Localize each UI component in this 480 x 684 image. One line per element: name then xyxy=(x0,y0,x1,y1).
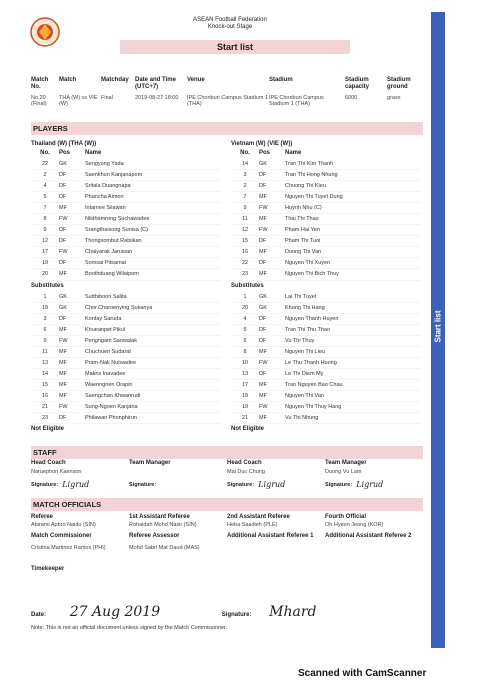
player-number: 2 xyxy=(43,172,47,179)
player-row xyxy=(31,380,221,391)
player-name: Nguyen Thi Lieu xyxy=(285,348,325,355)
staff-header: Head Coach xyxy=(31,460,66,466)
match-value-cell: IPE Chonburi Campus Stadium 1 (THA) xyxy=(269,95,324,107)
org-name: ASEAN Football Federation xyxy=(193,17,267,23)
player-row xyxy=(31,303,221,314)
player-number: 11 xyxy=(42,348,48,355)
player-row xyxy=(31,269,221,280)
match-header-row xyxy=(31,77,421,91)
player-position: GK xyxy=(259,161,267,167)
player-name: Tran Thi Hong Nhung xyxy=(285,172,338,179)
player-position: DF xyxy=(59,194,67,201)
player-number: 3 xyxy=(243,172,247,179)
player-number: 22 xyxy=(241,260,249,267)
handwritten-signature: Ligrud xyxy=(62,480,90,489)
player-position: GK xyxy=(59,293,67,300)
player-position: FW xyxy=(59,403,68,410)
player-position: MF xyxy=(259,216,267,223)
player-row xyxy=(31,402,221,413)
player-name: Tran Nguyen Bao Chau xyxy=(285,381,343,388)
player-position: MF xyxy=(59,326,67,333)
officials-header-row xyxy=(31,533,423,539)
player-number: 7 xyxy=(43,205,47,212)
player-position: FW xyxy=(59,216,68,223)
player-position: DF xyxy=(259,172,267,179)
handwritten-date: 27 Aug 2019 xyxy=(69,604,161,620)
player-name: Huynh Nhu (C) xyxy=(285,205,322,212)
player-position: DF xyxy=(59,315,67,322)
player-number: 3 xyxy=(43,315,47,322)
match-header-cell: Match No. xyxy=(31,77,49,90)
player-name: Nguyen Thi Van xyxy=(285,392,324,399)
player-name: Lai Thi Tuyet xyxy=(285,293,317,300)
player-number: 15 xyxy=(241,238,249,245)
player-name: Saenkhun Kanjanapom xyxy=(85,172,143,179)
player-position: MF xyxy=(59,359,67,366)
player-name: Sengyong Yada xyxy=(85,161,124,167)
player-row xyxy=(31,247,221,258)
player-number: 15 xyxy=(41,381,49,388)
match-value-cell: 2019-08-27 18:00 xyxy=(135,95,179,101)
player-number: 4 xyxy=(43,183,47,190)
player-row xyxy=(31,391,221,402)
match-header-cell: Matchday xyxy=(101,77,129,83)
player-row xyxy=(31,170,221,181)
official-role: 1st Assistant Referee xyxy=(129,514,190,520)
player-position: DF xyxy=(259,337,267,344)
official-name: Mohd Sabri Mat Daud (MAS) xyxy=(129,545,200,551)
player-position: DF xyxy=(59,183,67,190)
date-label: Date: xyxy=(31,612,47,618)
match-info-table xyxy=(31,77,421,107)
player-name: Boothduang Wilaiporn xyxy=(85,271,140,278)
footer-note: Note: This is not an official document unless signed by the Match Commissioner. xyxy=(31,625,228,631)
player-name: Khueanpet Pikul xyxy=(85,326,126,333)
roster-header xyxy=(231,150,421,159)
player-position: MF xyxy=(259,271,267,278)
player-row xyxy=(31,369,221,380)
player-row xyxy=(31,236,221,247)
page-title: Start list xyxy=(120,40,350,54)
player-row xyxy=(231,170,421,181)
player-position: GK xyxy=(59,304,67,311)
official-role: Match Commissioner xyxy=(31,533,92,539)
timekeeper-label: Timekeeper xyxy=(31,566,65,572)
player-number: 23 xyxy=(241,271,249,278)
player-row xyxy=(231,402,421,413)
player-position: DF xyxy=(259,315,267,322)
player-position: MF xyxy=(259,348,267,355)
match-header-cell: Stadium capacity xyxy=(345,77,370,90)
commissioner-signature: Mhard xyxy=(269,604,317,620)
player-number: 20 xyxy=(41,271,49,278)
col-name: Name xyxy=(285,150,302,156)
player-row xyxy=(31,292,221,303)
player-name: Pram-Nak Nutwadee xyxy=(85,359,137,366)
signature-cell xyxy=(325,480,423,489)
match-value-cell: Final xyxy=(101,95,113,101)
staff-block xyxy=(31,460,423,489)
stage-name: Knock-out Stage xyxy=(207,24,253,30)
official-role: 2nd Assistant Referee xyxy=(227,514,290,520)
match-value-cell: No.20 (Final) xyxy=(31,95,47,107)
official-name: Abirami Apbro Naidu (SIN) xyxy=(31,522,96,528)
player-row xyxy=(231,214,421,225)
sidebar-strip xyxy=(431,12,445,648)
player-name: Sritala Duangnapa xyxy=(85,183,131,190)
player-name: Le Thi Diem My xyxy=(285,370,324,377)
player-name: Konfay Saruda xyxy=(85,315,122,322)
match-value-cell: IPE Chonburi Campus Stadium 1 (THA) xyxy=(187,95,269,107)
player-number: 9 xyxy=(43,337,47,344)
player-position: MF xyxy=(59,205,67,212)
player-position: MF xyxy=(259,415,267,422)
player-name: Phancha Aimon xyxy=(85,194,124,201)
match-header-cell: Stadium xyxy=(269,77,293,83)
player-row xyxy=(31,192,221,203)
player-number: 19 xyxy=(241,403,249,410)
match-header-cell: Venue xyxy=(187,77,205,83)
player-position: FW xyxy=(259,359,268,366)
player-name: Makris Inavadee xyxy=(85,370,126,377)
player-row xyxy=(231,203,421,214)
player-name: Intamee Silawan xyxy=(85,205,126,212)
subs-list xyxy=(231,292,421,425)
team-name: Thailand (W) (THA (W)) xyxy=(31,141,97,147)
player-number: 18 xyxy=(41,304,49,311)
staff-value: Duong Vu Lam xyxy=(325,469,362,475)
player-row xyxy=(231,247,421,258)
aff-logo-icon xyxy=(30,15,60,49)
player-position: MF xyxy=(59,392,67,399)
staff-header-row xyxy=(31,460,423,466)
player-number: 11 xyxy=(242,216,248,223)
staff-header: Head Coach xyxy=(227,460,262,466)
player-number: 6 xyxy=(43,326,47,333)
player-name: Vu Thi Nhung xyxy=(285,415,319,422)
player-position: DF xyxy=(59,415,67,422)
player-row xyxy=(231,325,421,336)
signature-label: Signature: xyxy=(227,481,255,488)
player-name: Saengchan Khwanrudi xyxy=(85,392,141,399)
player-row xyxy=(231,303,421,314)
player-number: 19 xyxy=(41,260,49,267)
staff-value: Mai Duc Chung xyxy=(227,469,265,475)
official-role: Additional Assistant Referee 1 xyxy=(227,533,314,539)
player-position: FW xyxy=(259,205,268,212)
thailand-roster xyxy=(31,141,221,434)
handwritten-signature: Ligrud xyxy=(258,480,286,489)
player-name: Khong Thi Hang xyxy=(285,304,325,311)
player-position: MF xyxy=(259,249,267,256)
match-value-cell: THA (W) vs VIE (W) xyxy=(59,95,98,107)
player-name: Nguyen Thi Thuy Hang xyxy=(285,403,342,410)
player-name: Sutthiboon Salita xyxy=(85,293,127,300)
player-position: FW xyxy=(59,249,68,256)
signature-label: Signature: xyxy=(129,481,157,488)
staff-signature-row xyxy=(31,480,423,489)
signature-label: Signature: xyxy=(221,612,252,618)
player-row xyxy=(31,203,221,214)
not-eligible-label: Not Eligible xyxy=(231,426,264,433)
signature-cell xyxy=(31,480,129,489)
player-number: 17 xyxy=(241,381,249,388)
player-row xyxy=(231,358,421,369)
player-name: Pham Thi Tuoi xyxy=(285,238,321,245)
player-number: 5 xyxy=(243,326,247,333)
player-name: Sung-Ngoen Kanjana xyxy=(85,403,138,410)
player-position: MF xyxy=(59,348,67,355)
not-eligible-label: Not Eligible xyxy=(31,426,64,433)
player-position: GK xyxy=(259,293,267,300)
player-row xyxy=(31,314,221,325)
official-role: Fourth Official xyxy=(325,514,366,520)
official-role: Additional Assistant Referee 2 xyxy=(325,533,412,539)
player-row xyxy=(231,413,421,424)
player-number: 23 xyxy=(41,415,49,422)
player-number: 12 xyxy=(241,227,249,234)
player-number: 4 xyxy=(243,315,247,322)
official-role: Referee Assessor xyxy=(129,533,180,539)
player-row xyxy=(31,413,221,424)
starters-list xyxy=(231,159,421,281)
player-name: Tran Thi Kim Thanh xyxy=(285,161,334,167)
player-row xyxy=(31,181,221,192)
scanner-watermark: Scanned with CamScanner xyxy=(298,668,427,679)
player-number: 5 xyxy=(43,194,47,201)
player-number: 8 xyxy=(243,348,247,355)
player-row xyxy=(31,347,221,358)
official-name: Heba Saadieh (PLE) xyxy=(227,522,278,528)
player-position: FW xyxy=(59,337,68,344)
player-position: DF xyxy=(259,326,267,333)
col-no: No. xyxy=(240,150,250,156)
player-position: DF xyxy=(59,260,67,267)
player-position: MF xyxy=(59,370,67,377)
player-name: Pengngam Saowalak xyxy=(85,337,137,344)
player-position: GK xyxy=(259,304,267,311)
player-name: Chuong Thi Kieu xyxy=(285,183,326,190)
player-name: Duong Thi Van xyxy=(285,249,322,256)
match-value-row xyxy=(31,95,421,107)
player-number: 12 xyxy=(41,238,49,245)
subs-list xyxy=(31,292,221,425)
officials-section-title: MATCH OFFICIALS xyxy=(31,498,423,511)
player-row xyxy=(231,314,421,325)
player-position: DF xyxy=(259,260,267,267)
player-number: 14 xyxy=(41,370,49,377)
staff-section-title: STAFF xyxy=(31,446,423,459)
player-position: MF xyxy=(59,271,67,278)
team-name: Vietnam (W) (VIE (W)) xyxy=(231,141,293,147)
player-number: 7 xyxy=(243,194,247,201)
player-number: 1 xyxy=(243,293,247,300)
player-number: 13 xyxy=(41,359,49,366)
starters-list xyxy=(31,159,221,281)
official-name: Oh Hyeon Jeong (KOR) xyxy=(325,522,384,528)
officials-value-row xyxy=(31,522,423,528)
player-name: Philawan Phonphirun xyxy=(85,415,137,422)
player-row xyxy=(31,325,221,336)
player-name: Somsai Pitsamai xyxy=(85,260,126,267)
staff-header: Team Manager xyxy=(325,460,367,466)
player-name: Pham Hai Yen xyxy=(285,227,320,234)
player-row xyxy=(231,269,421,280)
player-name: Waenngoen Orapin xyxy=(85,381,133,388)
players-section-title: PLAYERS xyxy=(31,122,423,135)
player-number: 20 xyxy=(241,304,249,311)
player-row xyxy=(31,258,221,269)
player-row xyxy=(231,181,421,192)
officials-value-row xyxy=(31,545,423,551)
player-row xyxy=(231,292,421,303)
player-position: FW xyxy=(259,227,268,234)
player-number: 2 xyxy=(243,183,247,190)
player-name: Srangthaisong Sunisa (C) xyxy=(85,227,148,234)
staff-value-row xyxy=(31,469,423,475)
player-name: Chuchuen Sudarat xyxy=(85,348,131,355)
player-row xyxy=(31,358,221,369)
header-block xyxy=(150,17,310,31)
player-number: 13 xyxy=(241,370,249,377)
player-position: DF xyxy=(259,238,267,245)
player-number: 14 xyxy=(241,161,249,167)
player-number: 1 xyxy=(43,293,47,300)
official-name xyxy=(227,545,325,551)
player-name: Le Thu Thanh Huong xyxy=(285,359,337,366)
player-position: DF xyxy=(59,172,67,179)
subs-heading: Substitutes xyxy=(231,282,264,289)
roster-header xyxy=(31,150,221,159)
player-name: Tran Thi Thu Thao xyxy=(285,326,331,333)
player-number: 16 xyxy=(41,392,49,399)
match-value-cell: grass xyxy=(387,95,401,101)
col-pos: Pos xyxy=(259,150,271,156)
player-position: MF xyxy=(59,381,67,388)
signature-cell xyxy=(129,480,227,489)
player-name: Thongsombut Ratsikan xyxy=(85,238,142,245)
player-name: Thai Thi Thao xyxy=(285,216,319,223)
col-name: Name xyxy=(85,150,102,156)
player-name: Nguyen Thanh Huyen xyxy=(285,315,339,322)
player-position: MF xyxy=(259,194,267,201)
player-name: Chor.Charoenying Sukanya xyxy=(85,304,153,311)
player-row xyxy=(31,336,221,347)
match-value-cell: 6000 xyxy=(345,95,358,101)
vietnam-roster xyxy=(231,141,421,434)
staff-value: Naruephon Kaenson xyxy=(31,469,82,475)
player-row xyxy=(231,236,421,247)
staff-value xyxy=(129,469,227,475)
player-row xyxy=(231,380,421,391)
player-position: MF xyxy=(259,381,267,388)
player-number: 22 xyxy=(41,161,49,167)
player-row xyxy=(231,258,421,269)
player-number: 9 xyxy=(243,205,247,212)
match-header-cell: Match xyxy=(59,77,77,83)
player-position: MF xyxy=(259,392,267,399)
player-row xyxy=(231,391,421,402)
player-name: Vu Thi Thuy xyxy=(285,337,315,344)
player-position: FW xyxy=(259,403,268,410)
player-row xyxy=(31,225,221,236)
officials-row-2 xyxy=(31,533,423,551)
player-number: 21 xyxy=(41,403,49,410)
staff-header: Team Manager xyxy=(129,460,171,466)
player-number: 17 xyxy=(41,249,49,256)
player-number: 10 xyxy=(241,359,249,366)
officials-header-row xyxy=(31,514,423,520)
player-number: 16 xyxy=(241,249,249,256)
player-row xyxy=(31,214,221,225)
official-name xyxy=(325,545,423,551)
player-position: DF xyxy=(259,183,267,190)
player-row xyxy=(231,369,421,380)
player-name: Nguyen Thi Tuyet Dung xyxy=(285,194,343,201)
official-name: Rohaidah Mohd Nasir (SIN) xyxy=(129,522,197,528)
signature-label: Signature: xyxy=(325,481,353,488)
player-number: 18 xyxy=(241,392,249,399)
col-pos: Pos xyxy=(59,150,71,156)
officials-row-1 xyxy=(31,514,423,528)
match-header-cell: Stadium ground xyxy=(387,77,411,90)
signature-cell xyxy=(227,480,325,489)
player-number: 9 xyxy=(43,227,47,234)
handwritten-signature: Ligrud xyxy=(356,480,384,489)
player-row xyxy=(231,347,421,358)
footer-sign-row xyxy=(31,604,423,620)
player-number: 21 xyxy=(241,415,249,422)
subs-heading: Substitutes xyxy=(31,282,64,289)
sidebar-label: Start list xyxy=(433,310,443,343)
player-name: Nguyen Thi Xuyen xyxy=(285,260,331,267)
player-row xyxy=(231,159,421,170)
player-number: 8 xyxy=(43,216,47,223)
signature-label: Signature: xyxy=(31,481,59,488)
player-row xyxy=(31,159,221,170)
player-number: 6 xyxy=(243,337,247,344)
player-position: DF xyxy=(259,370,267,377)
official-role: Referee xyxy=(31,514,54,520)
player-position: DF xyxy=(59,227,67,234)
player-row xyxy=(231,192,421,203)
player-position: GK xyxy=(59,161,67,167)
player-row xyxy=(231,336,421,347)
player-position: DF xyxy=(59,238,67,245)
match-header-cell: Date and Time (UTC+7) xyxy=(135,77,176,90)
player-name: Chaiyarak Jaruwan xyxy=(85,249,133,256)
official-name: Cristina Martinez Ramos (PHI) xyxy=(31,545,106,551)
col-no: No. xyxy=(40,150,50,156)
player-name: Nildhamrong Suchawadee xyxy=(85,216,150,223)
player-name: Nguyen Thi Bich Thuy xyxy=(285,271,339,278)
player-row xyxy=(231,225,421,236)
